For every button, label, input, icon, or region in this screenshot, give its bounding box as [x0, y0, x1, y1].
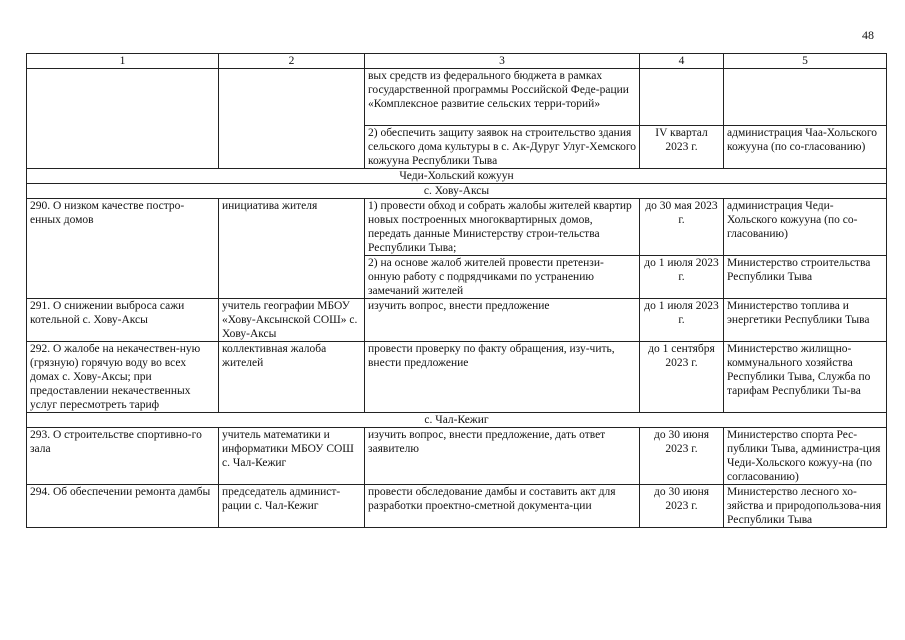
responsible-cell: Министерство лесного хо-зяйства и природопользова-ния Республики Тыва [724, 485, 887, 528]
column-number: 4 [640, 54, 724, 69]
topic-cell: 294. Об обеспечении ремонта дамбы [27, 485, 219, 528]
page-number: 48 [862, 28, 874, 42]
column-number-row [27, 54, 887, 69]
task-cell: провести обследование дамбы и составить акт для разработки проектно-сметной документа-ции [365, 485, 640, 528]
deadline-cell: до 30 июня 2023 г. [640, 428, 724, 485]
task-cell: изучить вопрос, внести предложение, дать ответ заявителю [365, 428, 640, 485]
table-row [27, 299, 887, 342]
task-cell: изучить вопрос, внести предложение [365, 299, 640, 342]
section-row [27, 184, 887, 199]
table-row [27, 199, 887, 256]
deadline-cell: до 1 июля 2023 г. [640, 256, 724, 299]
responsible-cell: Министерство строительства Республики Тыва [724, 256, 887, 299]
responsible-cell: Министерство топлива и энергетики Республики Тыва [724, 299, 887, 342]
column-number: 5 [724, 54, 887, 69]
topic-cell: 293. О строительстве спортивно-го зала [27, 428, 219, 485]
source-cell: учитель математики и информатики МБОУ СОШ с. Чал-Кежиг [219, 428, 365, 485]
deadline-cell: IV квартал 2023 г. [640, 126, 724, 169]
section-heading: с. Чал-Кежиг [27, 413, 887, 428]
column-number: 3 [365, 54, 640, 69]
topic-cell [27, 69, 219, 169]
deadline-cell: до 30 мая 2023 г. [640, 199, 724, 256]
column-number: 2 [219, 54, 365, 69]
deadline-cell: до 30 июня 2023 г. [640, 485, 724, 528]
task-cell: провести проверку по факту обращения, изу-чить, внести предложение [365, 342, 640, 413]
plan-table [26, 53, 887, 528]
table-row [27, 342, 887, 413]
task-cell: вых средств из федерального бюджета в рамках государственной программы Российской Феде-рации «Комплексное развитие сельских терри-торий» [365, 69, 640, 126]
column-number: 1 [27, 54, 219, 69]
responsible-cell: Министерство спорта Рес-публики Тыва, администра-ция Чеди-Хольского кожуу-на (по согласованию) [724, 428, 887, 485]
responsible-cell: Министерство жилищно-коммунального хозяйства Республики Тыва, Служба по тарифам Республики Ты-ва [724, 342, 887, 413]
source-cell: учитель географии МБОУ «Хову-Аксынской СОШ» с. Хову-Аксы [219, 299, 365, 342]
table-row [27, 428, 887, 485]
deadline-cell: до 1 июля 2023 г. [640, 299, 724, 342]
task-cell: 1) провести обход и собрать жалобы жителей квартир новых построенных многоквартирных домов, передать данные Министерству строи-тельства Республики Тыва; [365, 199, 640, 256]
source-cell: председатель админист-рации с. Чал-Кежиг [219, 485, 365, 528]
section-heading: Чеди-Хольский кожуун [27, 169, 887, 184]
responsible-cell: администрация Чеди-Хольского кожууна (по со-гласованию) [724, 199, 887, 256]
source-cell: инициатива жителя [219, 199, 365, 299]
responsible-cell: администрация Чаа-Хольского кожууна (по со-гласованию) [724, 126, 887, 169]
source-cell [219, 69, 365, 169]
section-row [27, 413, 887, 428]
table-row [27, 69, 887, 126]
responsible-cell [724, 69, 887, 126]
source-cell: коллективная жалоба жителей [219, 342, 365, 413]
section-heading: с. Хову-Аксы [27, 184, 887, 199]
deadline-cell: до 1 сентября 2023 г. [640, 342, 724, 413]
deadline-cell [640, 69, 724, 126]
topic-cell: 290. О низком качестве постро-енных домов [27, 199, 219, 299]
task-cell: 2) на основе жалоб жителей провести претензи-онную работу с подрядчиками по устранению замечаний жителей [365, 256, 640, 299]
topic-cell: 291. О снижении выброса сажи котельной с. Хову-Аксы [27, 299, 219, 342]
topic-cell: 292. О жалобе на некачествен-ную (грязную) горячую воду во всех домах с. Хову-Аксы; при предоставлении некачественных услуг пересмотреть тариф [27, 342, 219, 413]
task-cell: 2) обеспечить защиту заявок на строительство здания сельского дома культуры в с. Ак-Дуруг Улуг-Хемского кожууна Республики Тыва [365, 126, 640, 169]
section-row [27, 169, 887, 184]
table-row [27, 485, 887, 528]
